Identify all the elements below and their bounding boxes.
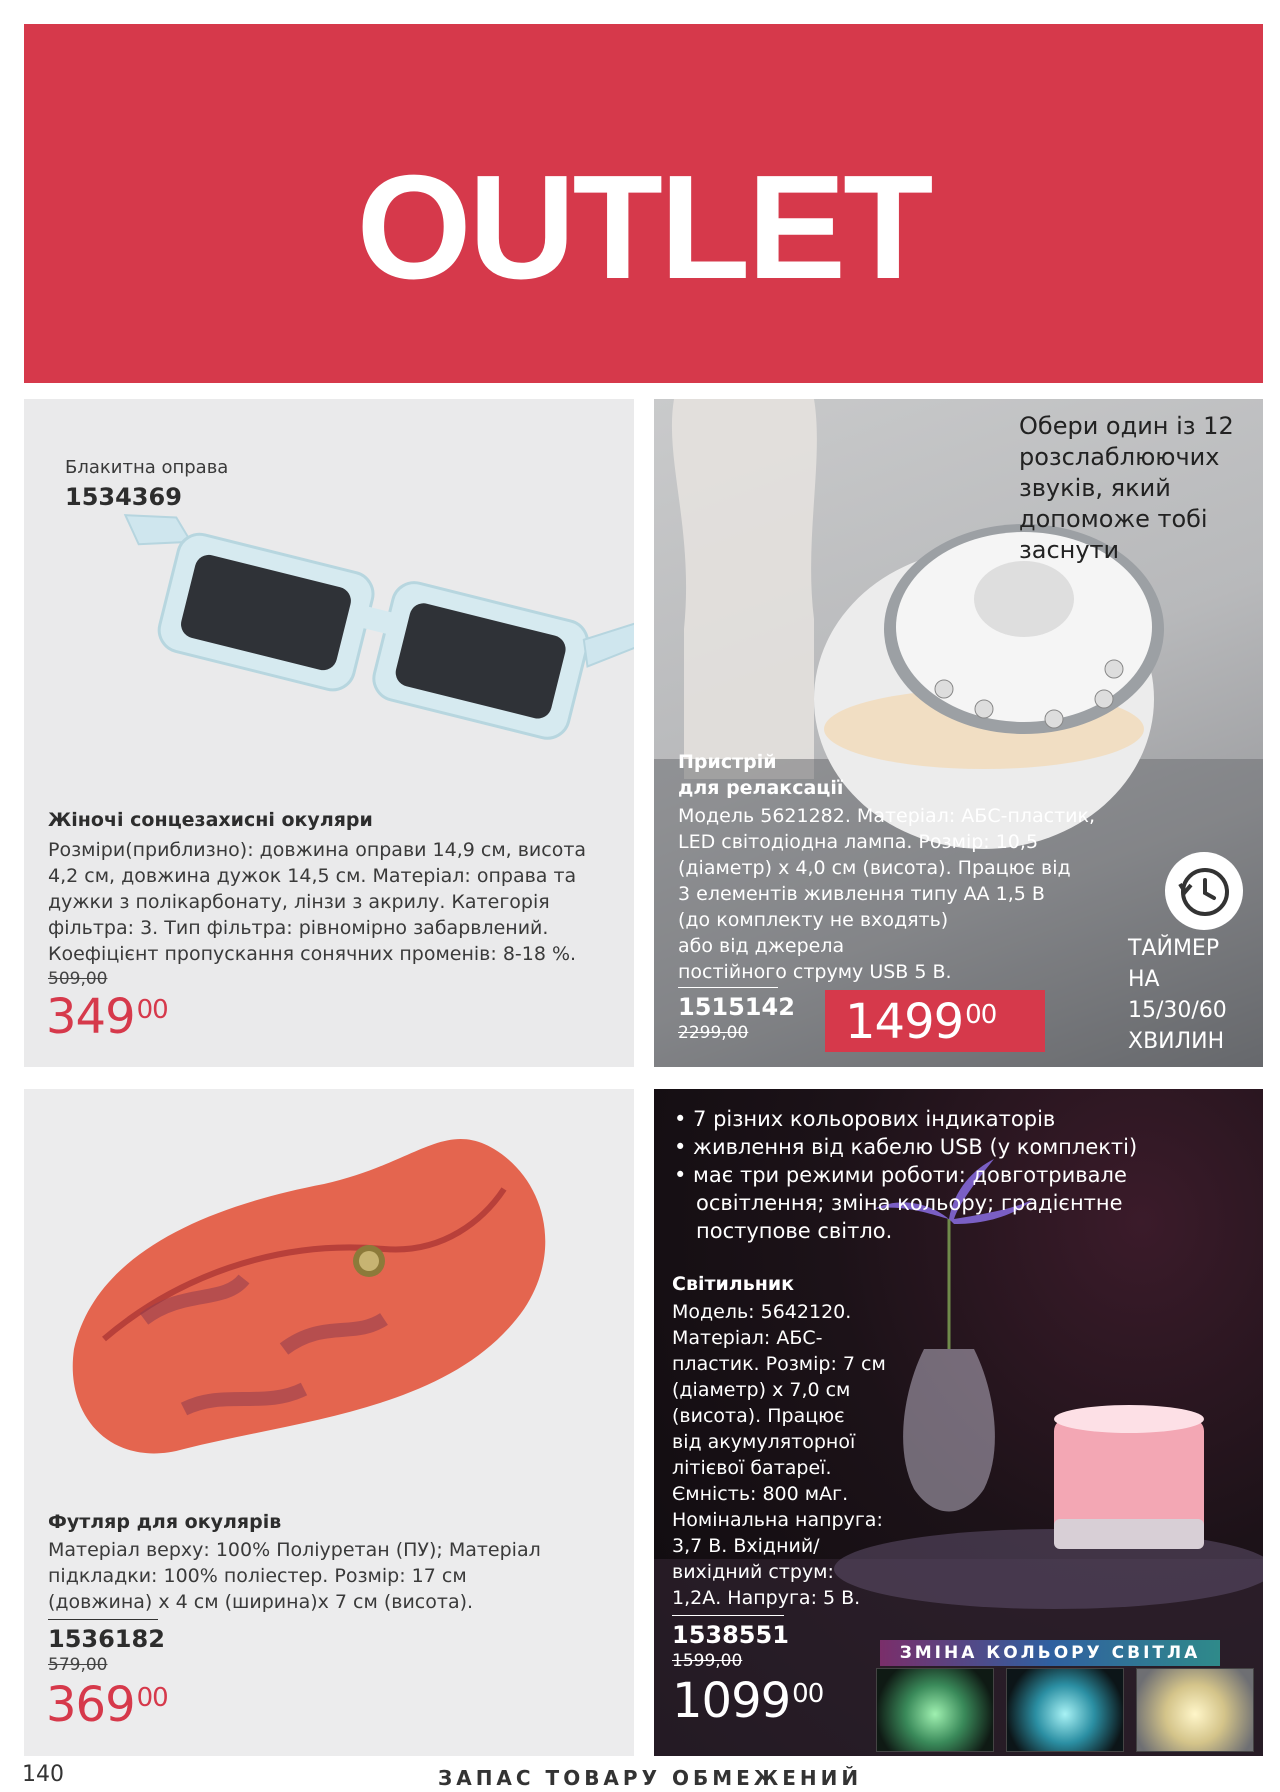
divider [672, 1615, 784, 1616]
feature-bullet: поступове світло. [696, 1219, 893, 1243]
product-desc-line: Модель: 5642120. [672, 1301, 852, 1323]
old-price: 579,00 [48, 1655, 108, 1675]
lamp-yellow-thumbnail [1136, 1668, 1254, 1752]
page-number: 140 [22, 1762, 64, 1787]
product-desc-line: Ємність: 800 мАг. [672, 1483, 849, 1505]
product-desc-line: 1,2А. Напруга: 5 В. [672, 1587, 861, 1609]
product-desc-line: постійного струму USB 5 В. [678, 961, 952, 983]
product-desc-line: фільтра: 3. Тип фільтра: рівномірно забарвлений. [48, 917, 549, 939]
lamp-green-thumbnail [876, 1668, 994, 1752]
product-card-relax-device[interactable] [654, 399, 1263, 1067]
product-desc-line: 4,2 см, довжина дужок 14,5 см. Матеріал: оправа та [48, 865, 577, 887]
timer-icon [1165, 852, 1243, 930]
callout-line: розслаблюючих [1019, 443, 1220, 471]
product-name: Пристрій [678, 751, 777, 773]
product-desc-line: Номінальна напруга: [672, 1509, 883, 1531]
product-desc-line: Коефіцієнт пропускання сонячних променів: 8-18 %. [48, 943, 577, 965]
product-code: 1515142 [678, 993, 795, 1021]
old-price: 2299,00 [678, 1023, 749, 1043]
product-desc-line: Матеріал: АБС- [672, 1327, 823, 1349]
callout-line: звуків, який [1019, 474, 1171, 502]
product-desc-line: (діаметр) х 7,0 см [672, 1379, 851, 1401]
sale-price: $349^{00}$ [46, 989, 168, 1045]
product-desc-line: літієвої батареї. [672, 1457, 832, 1479]
stock-note: ЗАПАС ТОВАРУ ОБМЕЖЕНИЙ [438, 1766, 863, 1790]
banner-title: OUTLET [356, 145, 931, 310]
product-card-sunglasses[interactable] [24, 399, 634, 1067]
price-badge [825, 990, 1045, 1052]
sale-price: 1099$^{00}$ [672, 1673, 824, 1729]
product-name: Футляр для окулярів [48, 1511, 282, 1533]
product-desc-line: підкладки: 100% поліестер. Розмір: 17 см [48, 1565, 467, 1587]
timer-label: ТАЙМЕР [1128, 936, 1220, 961]
product-desc-line: 3 елементів живлення типу АА 1,5 В [678, 883, 1045, 905]
product-desc-line: Матеріал верху: 100% Поліуретан (ПУ); Матеріал [48, 1539, 541, 1561]
old-price: 509,00 [48, 969, 108, 989]
callout-line: заснути [1019, 536, 1120, 564]
feature-bullet: освітлення; зміна кольору; градієнтне [696, 1191, 1123, 1215]
product-desc-line: вихідний струм: [672, 1561, 834, 1583]
glasses-case-image [24, 1089, 634, 1756]
sale-price: $369^{00}$ [46, 1677, 168, 1733]
product-desc-line: LED світодіодна лампа. Розмір: 10,5 [678, 831, 1039, 853]
variant-label: Блакитна оправа [65, 457, 229, 478]
product-desc-line: 3,7 В. Вхідний/ [672, 1535, 820, 1557]
product-name: Жіночі сонцезахисні окуляри [48, 809, 373, 831]
callout-line: допоможе тобі [1019, 505, 1208, 533]
old-price: 1599,00 [672, 1651, 743, 1671]
timer-label: ХВИЛИН [1128, 1029, 1225, 1054]
product-card-glasses-case[interactable] [24, 1089, 634, 1756]
product-desc-line: (довжина) х 4 см (ширина)х 7 см (висота). [48, 1591, 474, 1613]
product-desc-line: або від джерела [678, 935, 845, 957]
product-desc-line: Розміри(приблизно): довжина оправи 14,9 см, висота [48, 839, 587, 861]
product-desc-line: (діаметр) х 4,0 см (висота). Працює від [678, 857, 1071, 879]
feature-bullet: • 7 різних кольорових індикаторів [674, 1107, 1056, 1131]
divider [678, 987, 778, 988]
product-name: для релаксації [678, 777, 844, 799]
product-desc-line: (до комплекту не входять) [678, 909, 949, 931]
timer-label: 15/30/60 [1128, 998, 1227, 1023]
product-code: 1538551 [672, 1621, 789, 1649]
product-desc-line: пластик. Розмір: 7 см [672, 1353, 886, 1375]
sale-price: 1499$^{00}$ [845, 994, 997, 1050]
feature-bullet: • має три режими роботи: довготривале [674, 1163, 1127, 1187]
divider [48, 1619, 158, 1620]
product-desc-line: (висота). Працює [672, 1405, 845, 1427]
product-desc-line: Модель 5621282. Матеріал: АБС-пластик, [678, 805, 1096, 827]
product-desc-line: дужки з полікарбонату, лінзи з акрилу. Категорія [48, 891, 550, 913]
feature-bullet: • живлення від кабелю USB (у комплекті) [674, 1135, 1138, 1159]
variant-code: 1534369 [65, 483, 182, 511]
callout-line: Обери один із 12 [1019, 412, 1234, 440]
outlet-banner [24, 24, 1263, 383]
timer-label: НА [1128, 967, 1160, 992]
color-change-title: ЗМІНА КОЛЬОРУ СВІТЛА [880, 1640, 1220, 1666]
timer-icon [1165, 852, 1243, 930]
product-name: Світильник [672, 1273, 795, 1295]
product-code: 1536182 [48, 1625, 165, 1653]
product-desc-line: від акумуляторної [672, 1431, 856, 1453]
lamp-cyan-thumbnail [1006, 1668, 1124, 1752]
